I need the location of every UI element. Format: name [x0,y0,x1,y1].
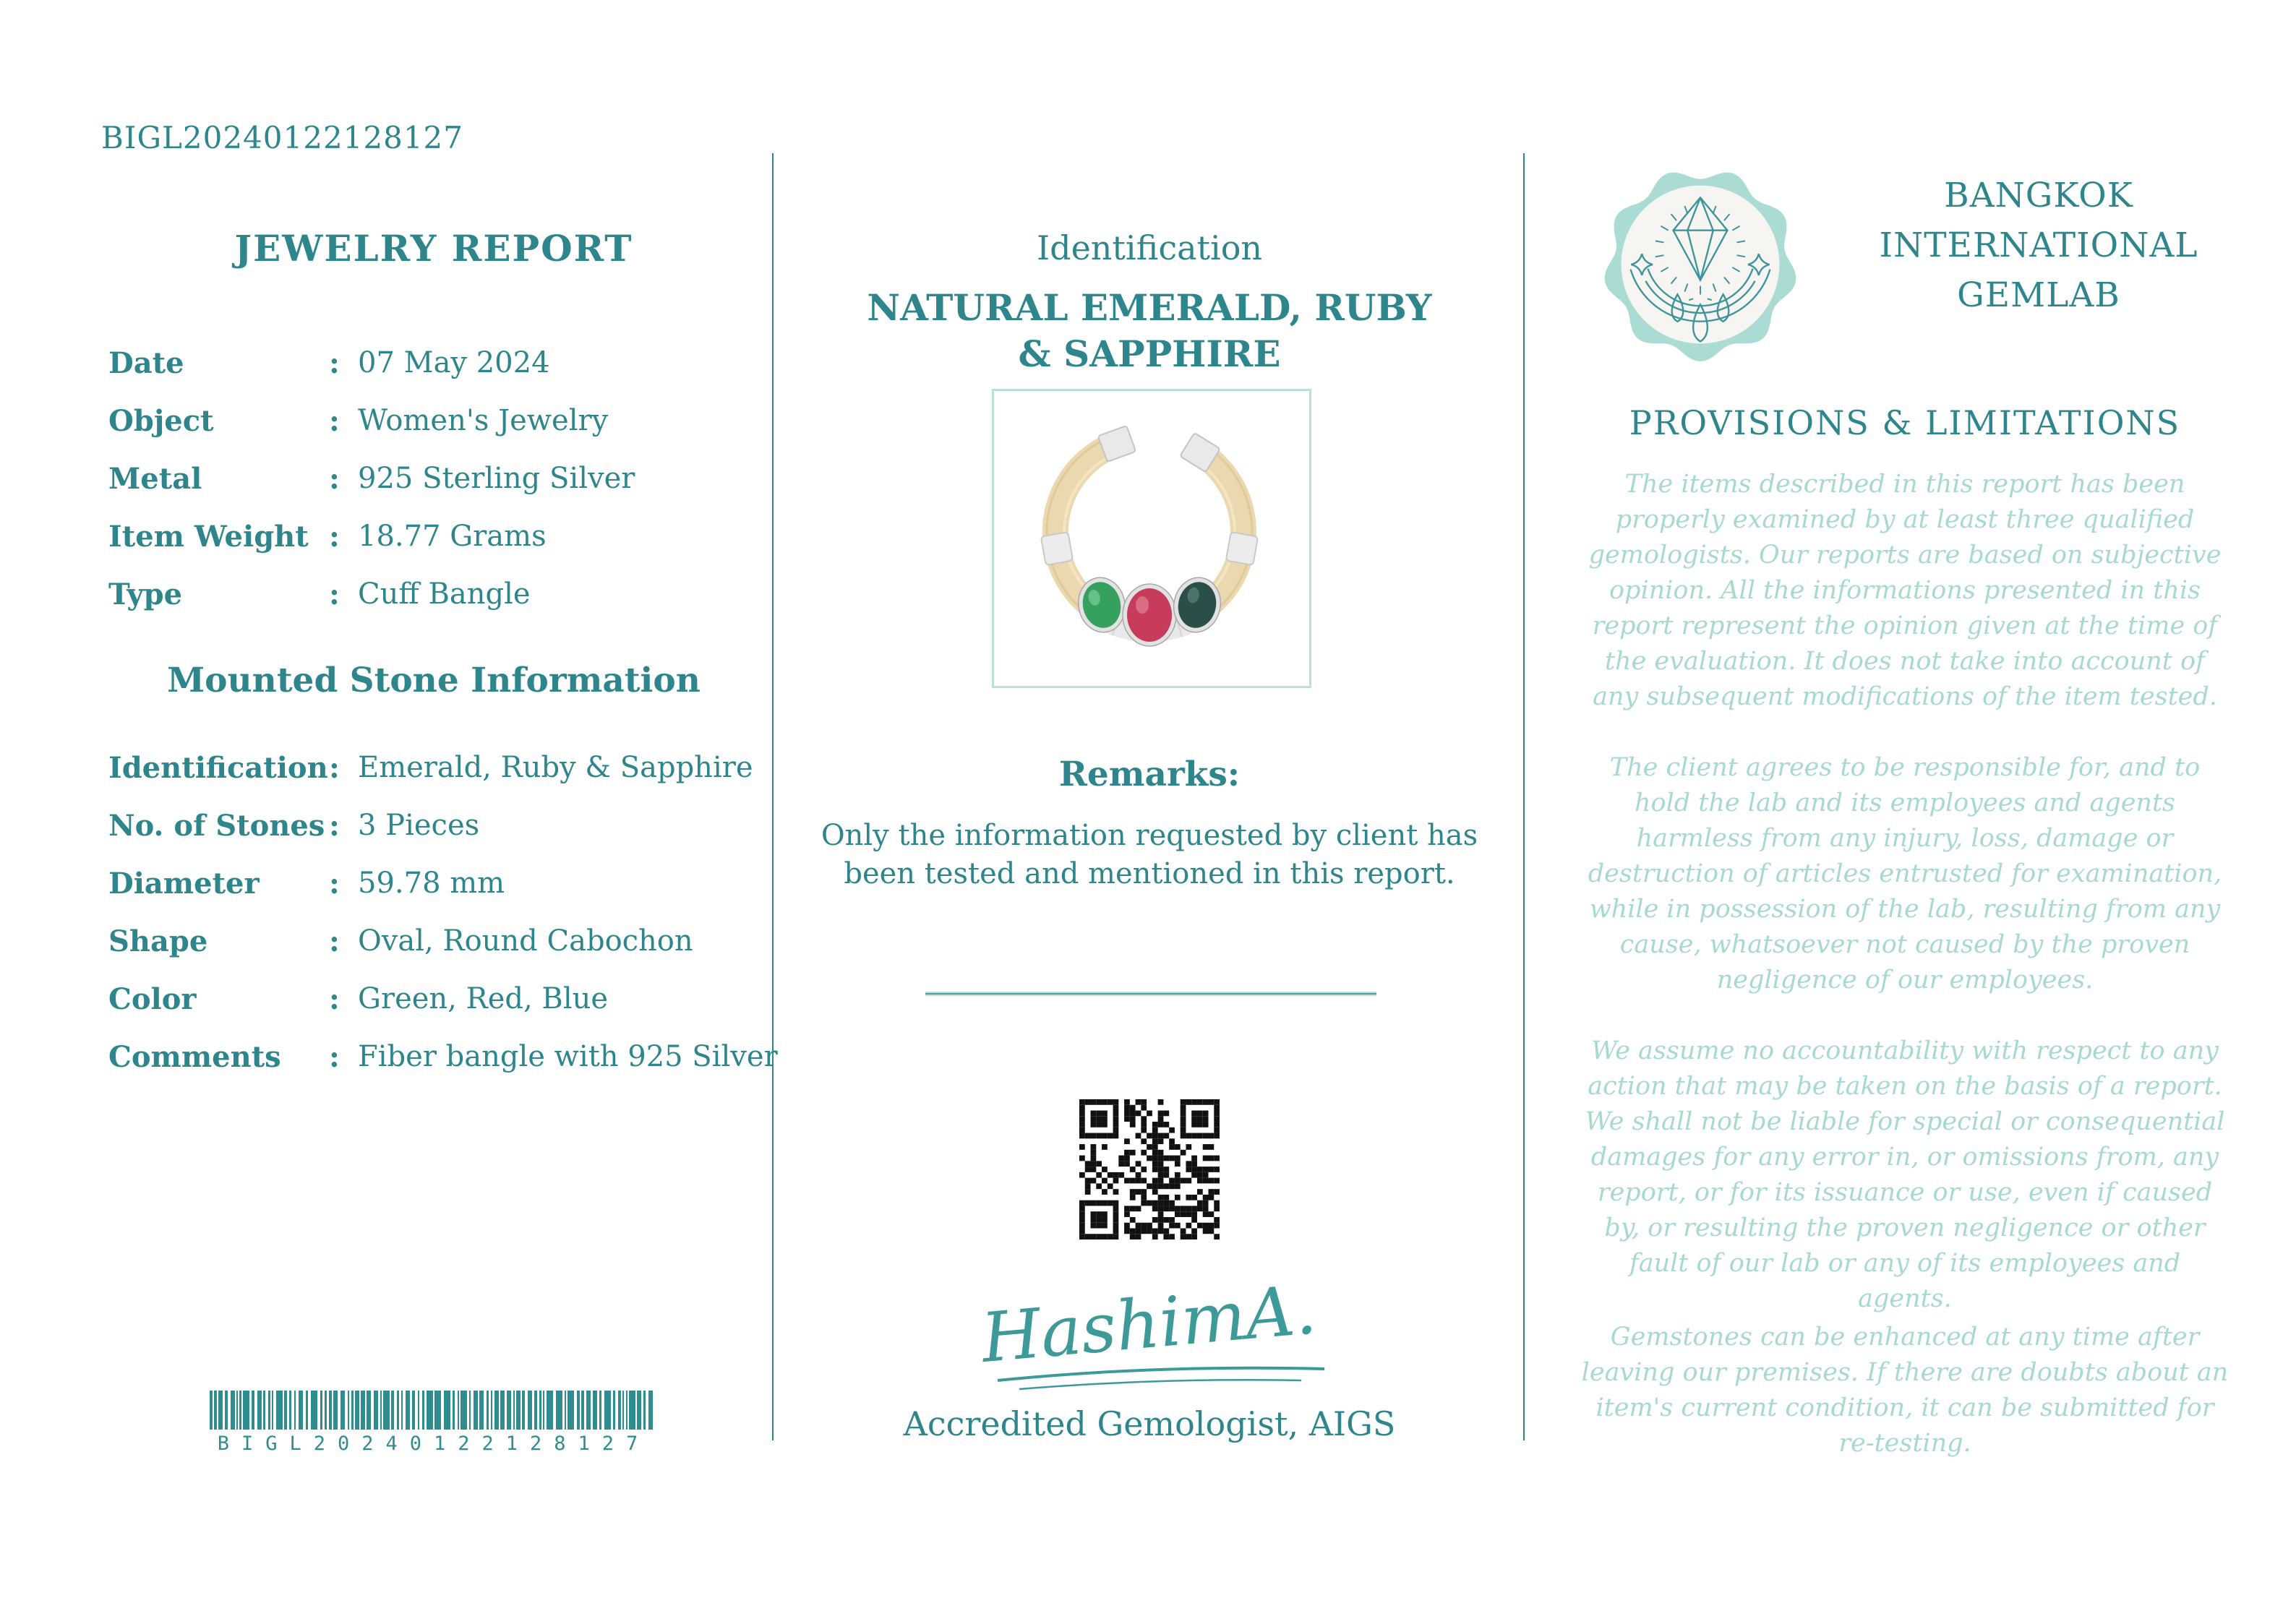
remarks-text: Only the information requested by client has been tested and mentioned in this report. [821,819,1478,890]
field-colon: : [329,577,340,611]
field-row-comments [108,1028,778,1086]
barcode-block [108,1391,759,1455]
field-colon: : [329,403,340,438]
field-label: Shape [108,924,208,958]
field-value: Women's Jewelry [358,404,609,437]
provisions-heading: PROVISIONS & LIMITATIONS [1629,403,2181,442]
lab-name-line2: INTERNATIONAL [1879,225,2198,265]
jewelry-report-title: JEWELRY REPORT [234,227,633,270]
identification-result-line2: & SAPPHIRE [1018,332,1281,375]
field-label: Object [108,403,214,438]
field-value: Oval, Round Cabochon [358,924,693,958]
field-label: Comments [108,1039,281,1074]
field-row-item-weight [108,507,774,565]
field-colon: : [329,750,340,785]
field-label: Diameter [108,866,260,901]
field-value: 07 May 2024 [358,346,550,379]
field-colon: : [329,924,340,958]
signature-underline-2 [1019,1380,1301,1389]
field-colon: : [329,1039,340,1074]
field-colon: : [329,866,340,901]
field-label: Identification [108,750,328,785]
qr-code [1079,1099,1220,1240]
field-row-object [108,392,774,450]
field-value: Emerald, Ruby & Sapphire [358,751,753,784]
item-photo-frame [992,389,1311,688]
field-colon: : [329,981,340,1016]
field-colon: : [329,461,340,496]
gemologist-title: Accredited Gemologist, AIGS [903,1404,1396,1443]
barcode-icon [108,1391,759,1432]
field-row-color [108,970,774,1028]
field-colon: : [329,345,340,380]
lab-name [1829,171,2248,320]
lab-name-line1: BANGKOK [1944,176,2133,215]
field-value: 925 Sterling Silver [358,462,635,495]
field-row-shape [108,912,774,970]
field-label: Color [108,981,197,1016]
report-fields [108,334,774,623]
provision-paragraph-3: We assume no accountability with respect to any action that may be taken on the basis of a report. We shall not be liable for special or consequential damages for any error in, or omissions from, any report, or for its issuance or use, even if caused by, or resulting the proven negligence or other fault of our lab or any of its employees and agents. [1585,1036,2225,1313]
identification-result [802,285,1496,377]
provision-paragraph-2: The client agrees to be responsible for, and to hold the lab and its employees and agents harmless from any injury, loss, damage or destruction of articles entrusted for examination, while in possession of the lab, resulting from any cause, whatsoever not caused by the proven negligence of our employees. [1588,753,2222,994]
field-value: 18.77 Grams [358,520,547,553]
field-value: Cuff Bangle [358,577,531,611]
provision-paragraph-4: Gemstones can be enhanced at any time after leaving our premises. If there are doubts about an item's current condition, it can be submitted for re-testing. [1581,1323,2229,1458]
mounted-stone-info-title: Mounted Stone Information [167,661,701,700]
report-number: BIGL20240122128127 [101,120,463,155]
field-row-diameter [108,854,774,912]
lab-logo-pendant-badge-icon [1601,165,1800,364]
field-value: Fiber bangle with 925 Silver [358,1040,778,1073]
field-colon: : [329,519,340,554]
column-divider-right [1523,153,1525,1440]
remarks-heading: Remarks: [1058,755,1241,794]
field-value: 59.78 mm [358,867,505,900]
field-colon: : [329,808,340,843]
remarks-divider [925,993,1376,994]
field-value: 3 Pieces [358,809,480,842]
field-row-stones [108,796,774,854]
identification-result-line1: NATURAL EMERALD, RUBY [867,286,1432,329]
signature-text: HashimA. [978,1271,1319,1379]
field-row-type [108,565,774,623]
gemologist-signature [947,1266,1352,1411]
lab-name-line3: GEMLAB [1957,275,2120,315]
field-value: Green, Red, Blue [358,982,609,1015]
field-label: Type [108,577,183,611]
field-label: No. of Stones [108,808,325,843]
field-label: Item Weight [108,519,309,554]
field-row-metal [108,450,774,507]
identification-heading: Identification [1036,228,1263,267]
field-row-date [108,334,774,392]
barcode-text: BIGL20240122128127 [217,1432,651,1455]
bangle-photo [994,391,1305,682]
field-label: Metal [108,461,202,496]
field-row-identification [108,739,774,796]
field-label: Date [108,345,184,380]
provision-paragraph-1: The items described in this report has been properly examined by at least three qualified gemologists. Our reports are based on subjective opinion. All the informations presented in this report represent the opinion given at the time of the evaluation. It does not take into account of any subsequent modifications of the item tested. [1588,470,2222,711]
stone-fields [108,739,778,1086]
